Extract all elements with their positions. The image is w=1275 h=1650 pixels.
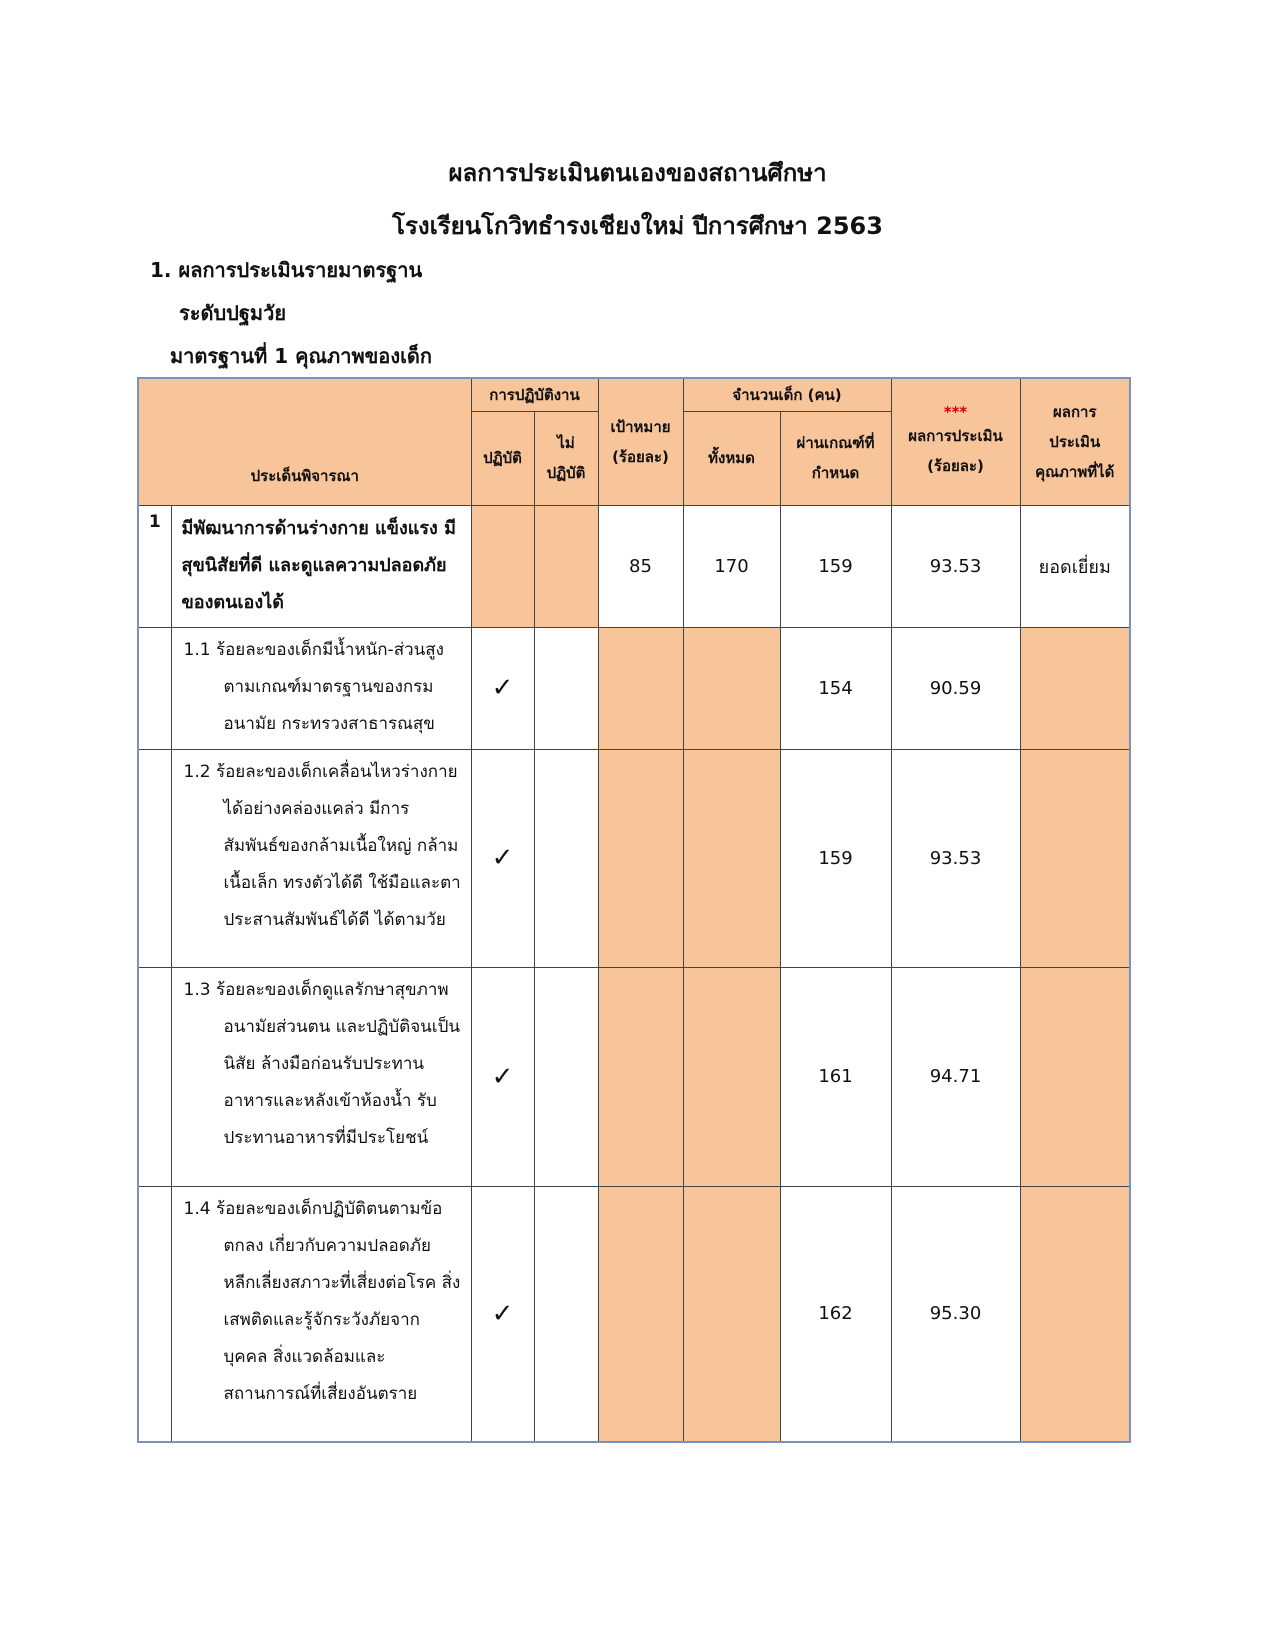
sub-row-quality — [1020, 749, 1130, 967]
section-heading: 1. ผลการประเมินรายมาตรฐาน — [150, 258, 423, 282]
header-practice-yes: ปฏิบัติ — [471, 411, 534, 505]
sub-row-total — [683, 749, 780, 967]
sub-row-target — [598, 749, 683, 967]
check-icon: ✓ — [471, 749, 534, 967]
sub-row-number — [138, 627, 171, 749]
check-icon: ✓ — [471, 627, 534, 749]
header-result-stars: *** — [943, 402, 968, 421]
sub-row-target — [598, 1186, 683, 1442]
header-quality-line2: ประเมิน — [1049, 432, 1101, 451]
check-icon: ✓ — [471, 967, 534, 1186]
table-row — [138, 1186, 1130, 1442]
sub-row-quality — [1020, 967, 1130, 1186]
standard-heading: มาตรฐานที่ 1 คุณภาพของเด็ก — [170, 344, 433, 368]
header-quality — [1020, 378, 1130, 505]
sub-row-topic — [171, 1186, 471, 1442]
sub-row-number — [138, 749, 171, 967]
sub-row-passed: 154 — [780, 627, 891, 749]
main-row-passed: 159 — [780, 505, 891, 627]
main-row-total: 170 — [683, 505, 780, 627]
header-practice: การปฏิบัติงาน — [471, 378, 598, 411]
sub-row-total — [683, 967, 780, 1186]
sub-row-topic-text: 1.1 ร้อยละของเด็กมีน้ำหนัก-ส่วนสูงตามเกณฑ์มาตรฐานของกรมอนามัย กระทรวงสาธารณสุข — [183, 639, 444, 734]
sub-row-result: 93.53 — [891, 749, 1020, 967]
header-result — [891, 378, 1020, 505]
header-target — [598, 378, 683, 505]
document-title: ผลการประเมินตนเองของสถานศึกษา — [448, 159, 827, 187]
sub-row-quality — [1020, 627, 1130, 749]
sub-row-practice-no — [534, 749, 598, 967]
header-children: จำนวนเด็ก (คน) — [683, 378, 891, 411]
sub-row-passed: 159 — [780, 749, 891, 967]
sub-row-passed: 162 — [780, 1186, 891, 1442]
sub-row-target — [598, 627, 683, 749]
sub-row-total — [683, 627, 780, 749]
sub-row-number — [138, 967, 171, 1186]
main-row-quality: ยอดเยี่ยม — [1020, 505, 1130, 627]
sub-row-result: 95.30 — [891, 1186, 1020, 1442]
main-row-practice-yes — [471, 505, 534, 627]
sub-row-result: 94.71 — [891, 967, 1020, 1186]
header-children-passed-line2: กำหนด — [811, 464, 860, 482]
table-row — [138, 967, 1130, 1186]
table-row — [138, 749, 1130, 967]
sub-row-practice-no — [534, 1186, 598, 1442]
document-subtitle: โรงเรียนโกวิทธำรงเชียงใหม่ ปีการศึกษา 2563 — [392, 212, 883, 240]
main-row-number: 1 — [138, 505, 171, 627]
level-heading: ระดับปฐมวัย — [179, 301, 287, 325]
main-row-target: 85 — [598, 505, 683, 627]
header-topic: ประเด็นพิจารณา — [138, 378, 471, 505]
sub-row-topic-text: 1.4 ร้อยละของเด็กปฏิบัติตนตามข้อตกลง เกี่ยวกับความปลอดภัย หลีกเลี่ยงสภาวะที่เสี่ยงต่อโรค สิ่งเสพติดและรู้จักระวังภัยจากบุคคล สิ่งแวดล้อมและสถานการณ์ที่เสี่ยงอันตราย — [183, 1198, 461, 1404]
sub-row-passed: 161 — [780, 967, 891, 1186]
table-row — [138, 627, 1130, 749]
sub-row-topic — [171, 967, 471, 1186]
table-row-main — [138, 505, 1130, 627]
main-row-practice-no — [534, 505, 598, 627]
header-children-total: ทั้งหมด — [683, 411, 780, 505]
header-practice-no-line1: ไม่ — [557, 434, 575, 452]
header-target-line2: (ร้อยละ) — [612, 447, 669, 466]
header-result-line2: (ร้อยละ) — [927, 456, 984, 475]
header-practice-no — [534, 411, 598, 505]
sub-row-topic — [171, 627, 471, 749]
header-children-passed — [780, 411, 891, 505]
sub-row-result: 90.59 — [891, 627, 1020, 749]
sub-row-topic-text: 1.3 ร้อยละของเด็กดูแลรักษาสุขภาพอนามัยส่วนตน และปฏิบัติจนเป็นนิสัย ล้างมือก่อนรับประทานอาหารและหลังเข้าห้องน้ำ รับประทานอาหารที่มีประโยชน์ — [183, 979, 460, 1148]
sub-row-topic — [171, 749, 471, 967]
sub-row-practice-no — [534, 627, 598, 749]
header-practice-no-line2: ปฏิบัติ — [546, 464, 586, 482]
sub-row-target — [598, 967, 683, 1186]
main-row-result: 93.53 — [891, 505, 1020, 627]
sub-row-total — [683, 1186, 780, 1442]
header-children-passed-line1: ผ่านเกณฑ์ที่ — [796, 434, 875, 452]
sub-row-practice-no — [534, 967, 598, 1186]
check-icon: ✓ — [471, 1186, 534, 1442]
main-row-topic: มีพัฒนาการด้านร่างกาย แข็งแรง มีสุขนิสัยที่ดี และดูแลความปลอดภัยของตนเองได้ — [171, 505, 471, 627]
header-result-line1: ผลการประเมิน — [908, 426, 1003, 445]
sub-row-quality — [1020, 1186, 1130, 1442]
sub-row-number — [138, 1186, 171, 1442]
header-quality-line1: ผลการ — [1052, 402, 1097, 421]
evaluation-table — [137, 377, 1131, 1443]
sub-row-topic-text: 1.2 ร้อยละของเด็กเคลื่อนไหวร่างกายได้อย่างคล่องแคล่ว มีการสัมพันธ์ของกล้ามเนื้อใหญ่ กล้ามเนื้อเล็ก ทรงตัวได้ดี ใช้มือและตาประสานสัมพันธ์ได้ดี ได้ตามวัย — [183, 761, 461, 930]
header-target-line1: เป้าหมาย — [610, 417, 671, 436]
header-quality-line3: คุณภาพที่ได้ — [1035, 462, 1115, 481]
